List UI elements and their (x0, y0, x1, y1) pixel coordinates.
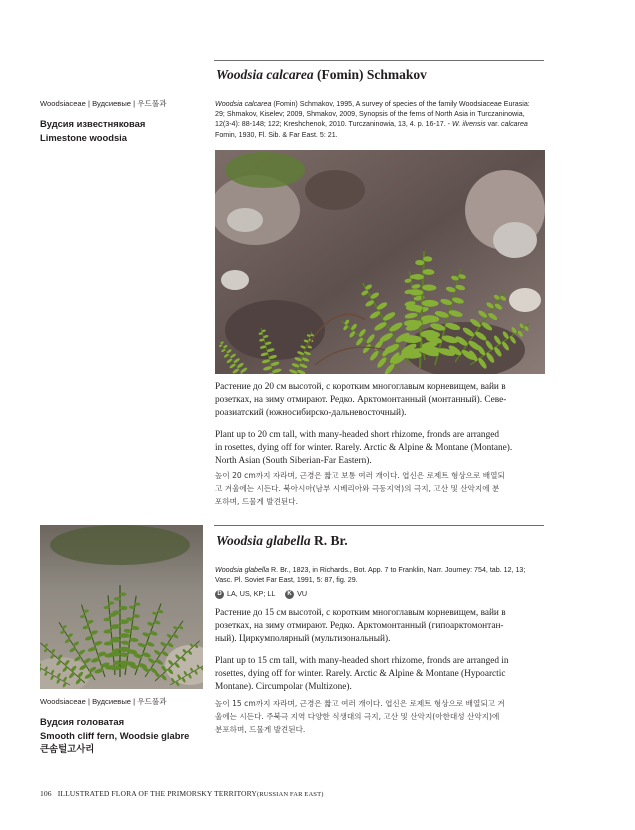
species2-citation (215, 565, 545, 585)
species2-status-line (215, 589, 307, 599)
fern-photo-illustration-2 (40, 525, 203, 689)
species1-desc-ru-1: Растение до 20 см высотой, с коротким многоглавым корневищем, вайи в (215, 382, 506, 392)
species1-cite-line1: (Fomin) Schmakov, 1995, A survey of species of the family Woodsiaceae Eurasia: (271, 100, 530, 108)
species1-family-ru: Вудсиевые (92, 99, 132, 108)
species1-cite-latin2: W. ilvensis (452, 120, 486, 129)
species2-name-en: Smooth cliff fern, Woodsie glabre (40, 730, 190, 741)
species2-family-ko: 우드풀과 (137, 697, 167, 706)
species2-cite-latin: Woodsia glabella (215, 566, 270, 574)
species2-name-ru: Вудсия гoлoватая (40, 716, 125, 727)
species1-desc-ko-2: 고 겨울에는 시든다. 북아시아(남부 시베리아와 극동지역)의 극지, 고산 및 산악지에 분 (215, 484, 500, 494)
species1-name-en: Limestone woodsia (40, 132, 127, 143)
species2-cite-line2: Vasc. Pl. Soviet Far East, 1991, 5: 87, fig. 29. (215, 576, 358, 585)
footer-subtitle: (RUSSIAN FAR EAST) (256, 791, 324, 798)
top-rule-species1 (214, 60, 544, 61)
species1-desc-ru-2: розетках, на зиму отмирают. Редко. Арктомонтанный (монтанный). Севе- (215, 395, 507, 406)
species2-photo (40, 525, 203, 689)
species2-family: Woodsiaceae (40, 697, 86, 706)
species1-cite-line3b: var. (485, 120, 502, 129)
species1-cite-latin: Woodsia calcarea (215, 100, 272, 108)
status-badge-k: K (285, 590, 294, 599)
page-footer (40, 789, 324, 798)
species1-desc-ko-1: 높이 20 cm까지 자라며, 근경은 짧고 보통 여러 개이다. 엽신은 로제트 형상으로 배열되 (215, 471, 505, 480)
species1-desc-en (215, 429, 545, 469)
species1-name-ru: Вудсия известняковая (40, 118, 146, 129)
species1-desc-ru-3: роазиатский (южносибирско-дальневосточный). (215, 408, 407, 419)
species2-desc-ko-1: 높이 15 cm까지 자라며, 근경은 짧고 여러 개이다. 엽신은 로제트 형상으로 배열되고 겨 (215, 699, 505, 708)
status-d-text: LA, US, KP; LL (227, 589, 276, 598)
species2-title (216, 533, 348, 549)
status-k-text: VU (297, 589, 308, 598)
species1-family-line: Woodsiaceae | Вудсиевые | 우드풀과 (40, 99, 167, 108)
species1-desc-en-2: in rosettes, dying off for winter. Rarely. Arctic & Alpine & Montane (Montane). (215, 443, 513, 454)
species1-desc-en-1: Plant up to 20 cm tall, with many-headed short rhizome, fronds are arranged (215, 430, 499, 440)
species2-desc-en-2: rosettes, dying off for winter. Rarely. Arctic & Alpine & Montane (Hypoarctic (215, 669, 506, 680)
top-rule-species2 (214, 525, 544, 526)
species1-cite-latin3: calcarea (501, 120, 528, 129)
species1-cite-line2: 29; Shmakov, Kiselev; 2009, Shmakov, 2009, Synopsis of the ferns of North Asia in Turczaninowia, (215, 110, 525, 119)
species1-family-ko: 우드풀과 (137, 99, 167, 108)
species1-family: Woodsiaceae (40, 99, 86, 108)
footer-title: ILLUSTRATED FLORA OF THE PRIMORSKY TERRITORY (57, 789, 257, 798)
species2-desc-en-3: Montane). Circumpolar (Multizone). (215, 682, 352, 693)
species2-title-latin: Woodsia glabella (216, 533, 311, 548)
species1-title-latin: Woodsia calcarea (216, 67, 314, 82)
species2-family-line: Woodsiaceae | Вудсиевые | 우드풀과 (40, 697, 167, 706)
species2-name-ko: 큰솜털고사리 (40, 744, 95, 755)
page-number: 106 (40, 789, 52, 798)
species1-title-author: (Fomin) Schmakov (313, 67, 427, 82)
species1-desc-en-3: North Asian (South Siberian-Far Eastern). (215, 456, 372, 467)
species1-cite-line4: Fomin, 1930, Fl. Sib. & Far East. 5: 21. (215, 130, 338, 139)
species1-desc-ru (215, 381, 545, 421)
species1-desc-ko (215, 469, 545, 509)
species2-family-ru: Вудсиевые (92, 697, 132, 706)
species2-desc-en-1: Plant up to 15 cm tall, with many-headed short rhizome, fronds are arranged in (215, 656, 509, 666)
species2-desc-ru-1: Растение до 15 см высотой, с коротким многоглавым корневищем, вайи в (215, 608, 506, 618)
species2-desc-ru (215, 607, 545, 647)
species1-citation (215, 99, 545, 140)
species1-title (216, 67, 427, 83)
species2-title-author: R. Br. (310, 533, 348, 548)
species2-desc-ko-3: 분포하며, 드물게 발견된다. (215, 725, 306, 735)
species1-photo (215, 150, 545, 374)
fern-photo-illustration (215, 150, 545, 374)
species2-cite-line1: R. Br., 1823, in Richards., Bot. App. 7 to Franklin, Narr. Journey: 754, tab. 12, 13; (269, 566, 526, 574)
species2-desc-ko-2: 울에는 시든다. 주북극 지역 다양한 식생대의 극지, 고산 및 산악지(아한대성 산악지)에 (215, 712, 500, 722)
species2-desc-ru-3: ный). Циркумполярный (мультизональный). (215, 634, 391, 645)
species2-desc-ru-2: розетках, на зиму отмирают. Редко. Арктомонтанный (гипоарктомонтан- (215, 621, 504, 632)
species2-desc-en (215, 655, 545, 695)
species1-desc-ko-3: 포하며, 드물게 발견된다. (215, 497, 299, 507)
status-badge-d: D (215, 590, 224, 599)
species2-desc-ko (215, 697, 545, 737)
species1-cite-line3a: 12(3-4): 88-148; 122; Kreshchenok, 2010. Turczaninowia, 13, 4. p. 16-17. - (215, 120, 452, 129)
